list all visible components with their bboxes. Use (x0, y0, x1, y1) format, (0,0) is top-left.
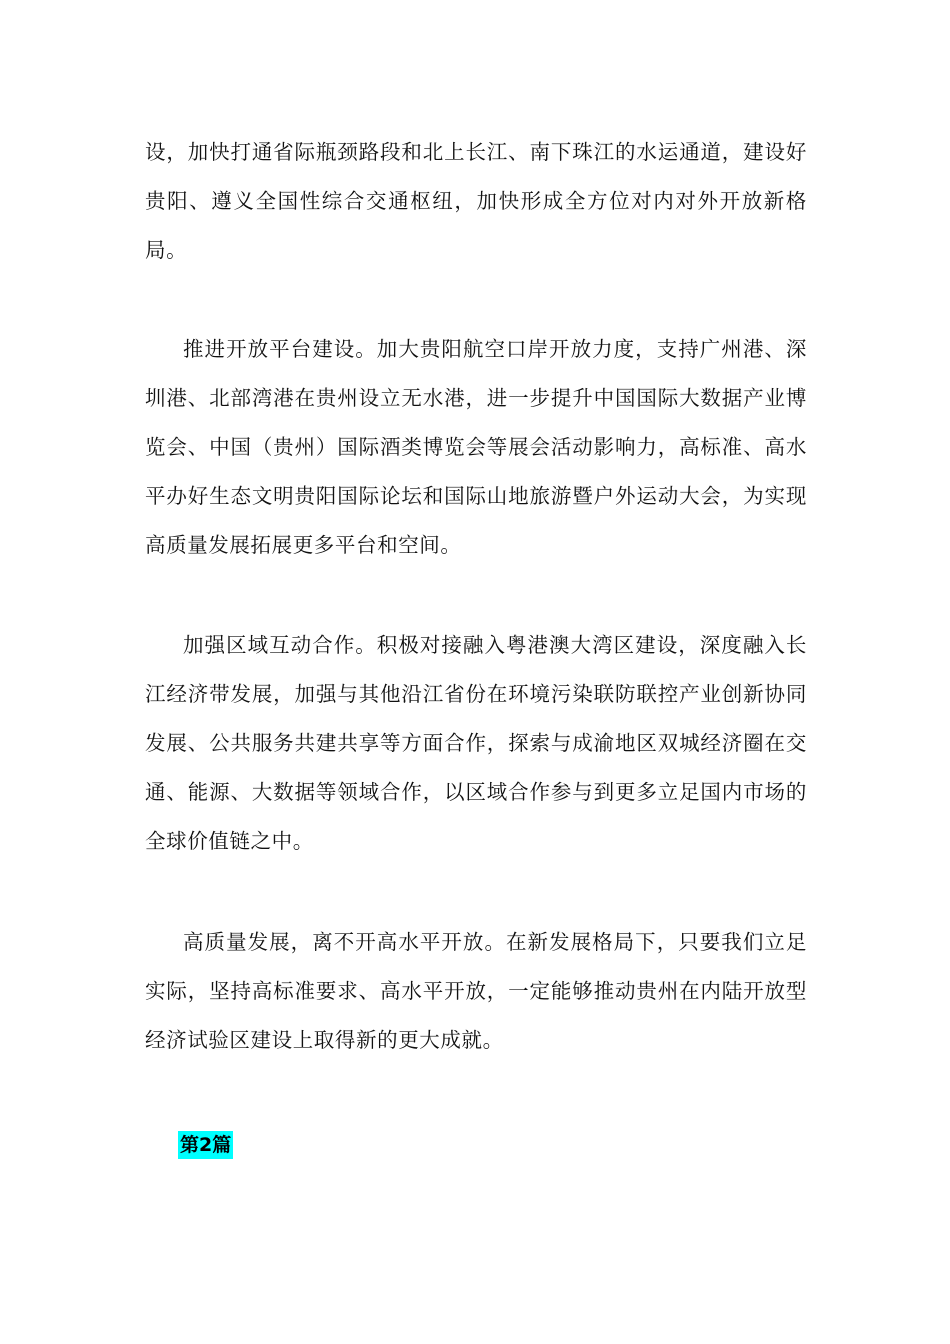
paragraph-regional-cooperation: 加强区域互动合作。积极对接融入粤港澳大湾区建设，深度融入长江经济带发展，加强与其他沿江省份在环境污染联防联控产业创新协同发展、公共服务共建共享等方面合作，探索与成渝地区双城经济圈在交通、能源、大数据等领域合作，以区域合作参与到更多立足国内市场的全球价值链之中。 (145, 633, 807, 853)
paragraph-open-platform: 推进开放平台建设。加大贵阳航空口岸开放力度，支持广州港、深圳港、北部湾港在贵州设立无水港，进一步提升中国国际大数据产业博览会、中国（贵州）国际酒类博览会等展会活动影响力，高标准、高水平办好生态文明贵阳国际论坛和国际山地旅游暨户外运动大会，为实现高质量发展拓展更多平台和空间。 (145, 337, 807, 557)
section-heading-wrapper (178, 1131, 233, 1159)
paragraph-continuation: 设，加快打通省际瓶颈路段和北上长江、南下珠江的水运通道，建设好贵阳、遵义全国性综合交通枢纽，加快形成全方位对内对外开放新格局。 (145, 140, 807, 262)
paragraph-conclusion: 高质量发展，离不开高水平开放。在新发展格局下，只要我们立足实际，坚持高标准要求、高水平开放，一定能够推动贵州在内陆开放型经济试验区建设上取得新的更大成就。 (145, 930, 807, 1052)
section-heading: 第2篇 (178, 1131, 233, 1159)
